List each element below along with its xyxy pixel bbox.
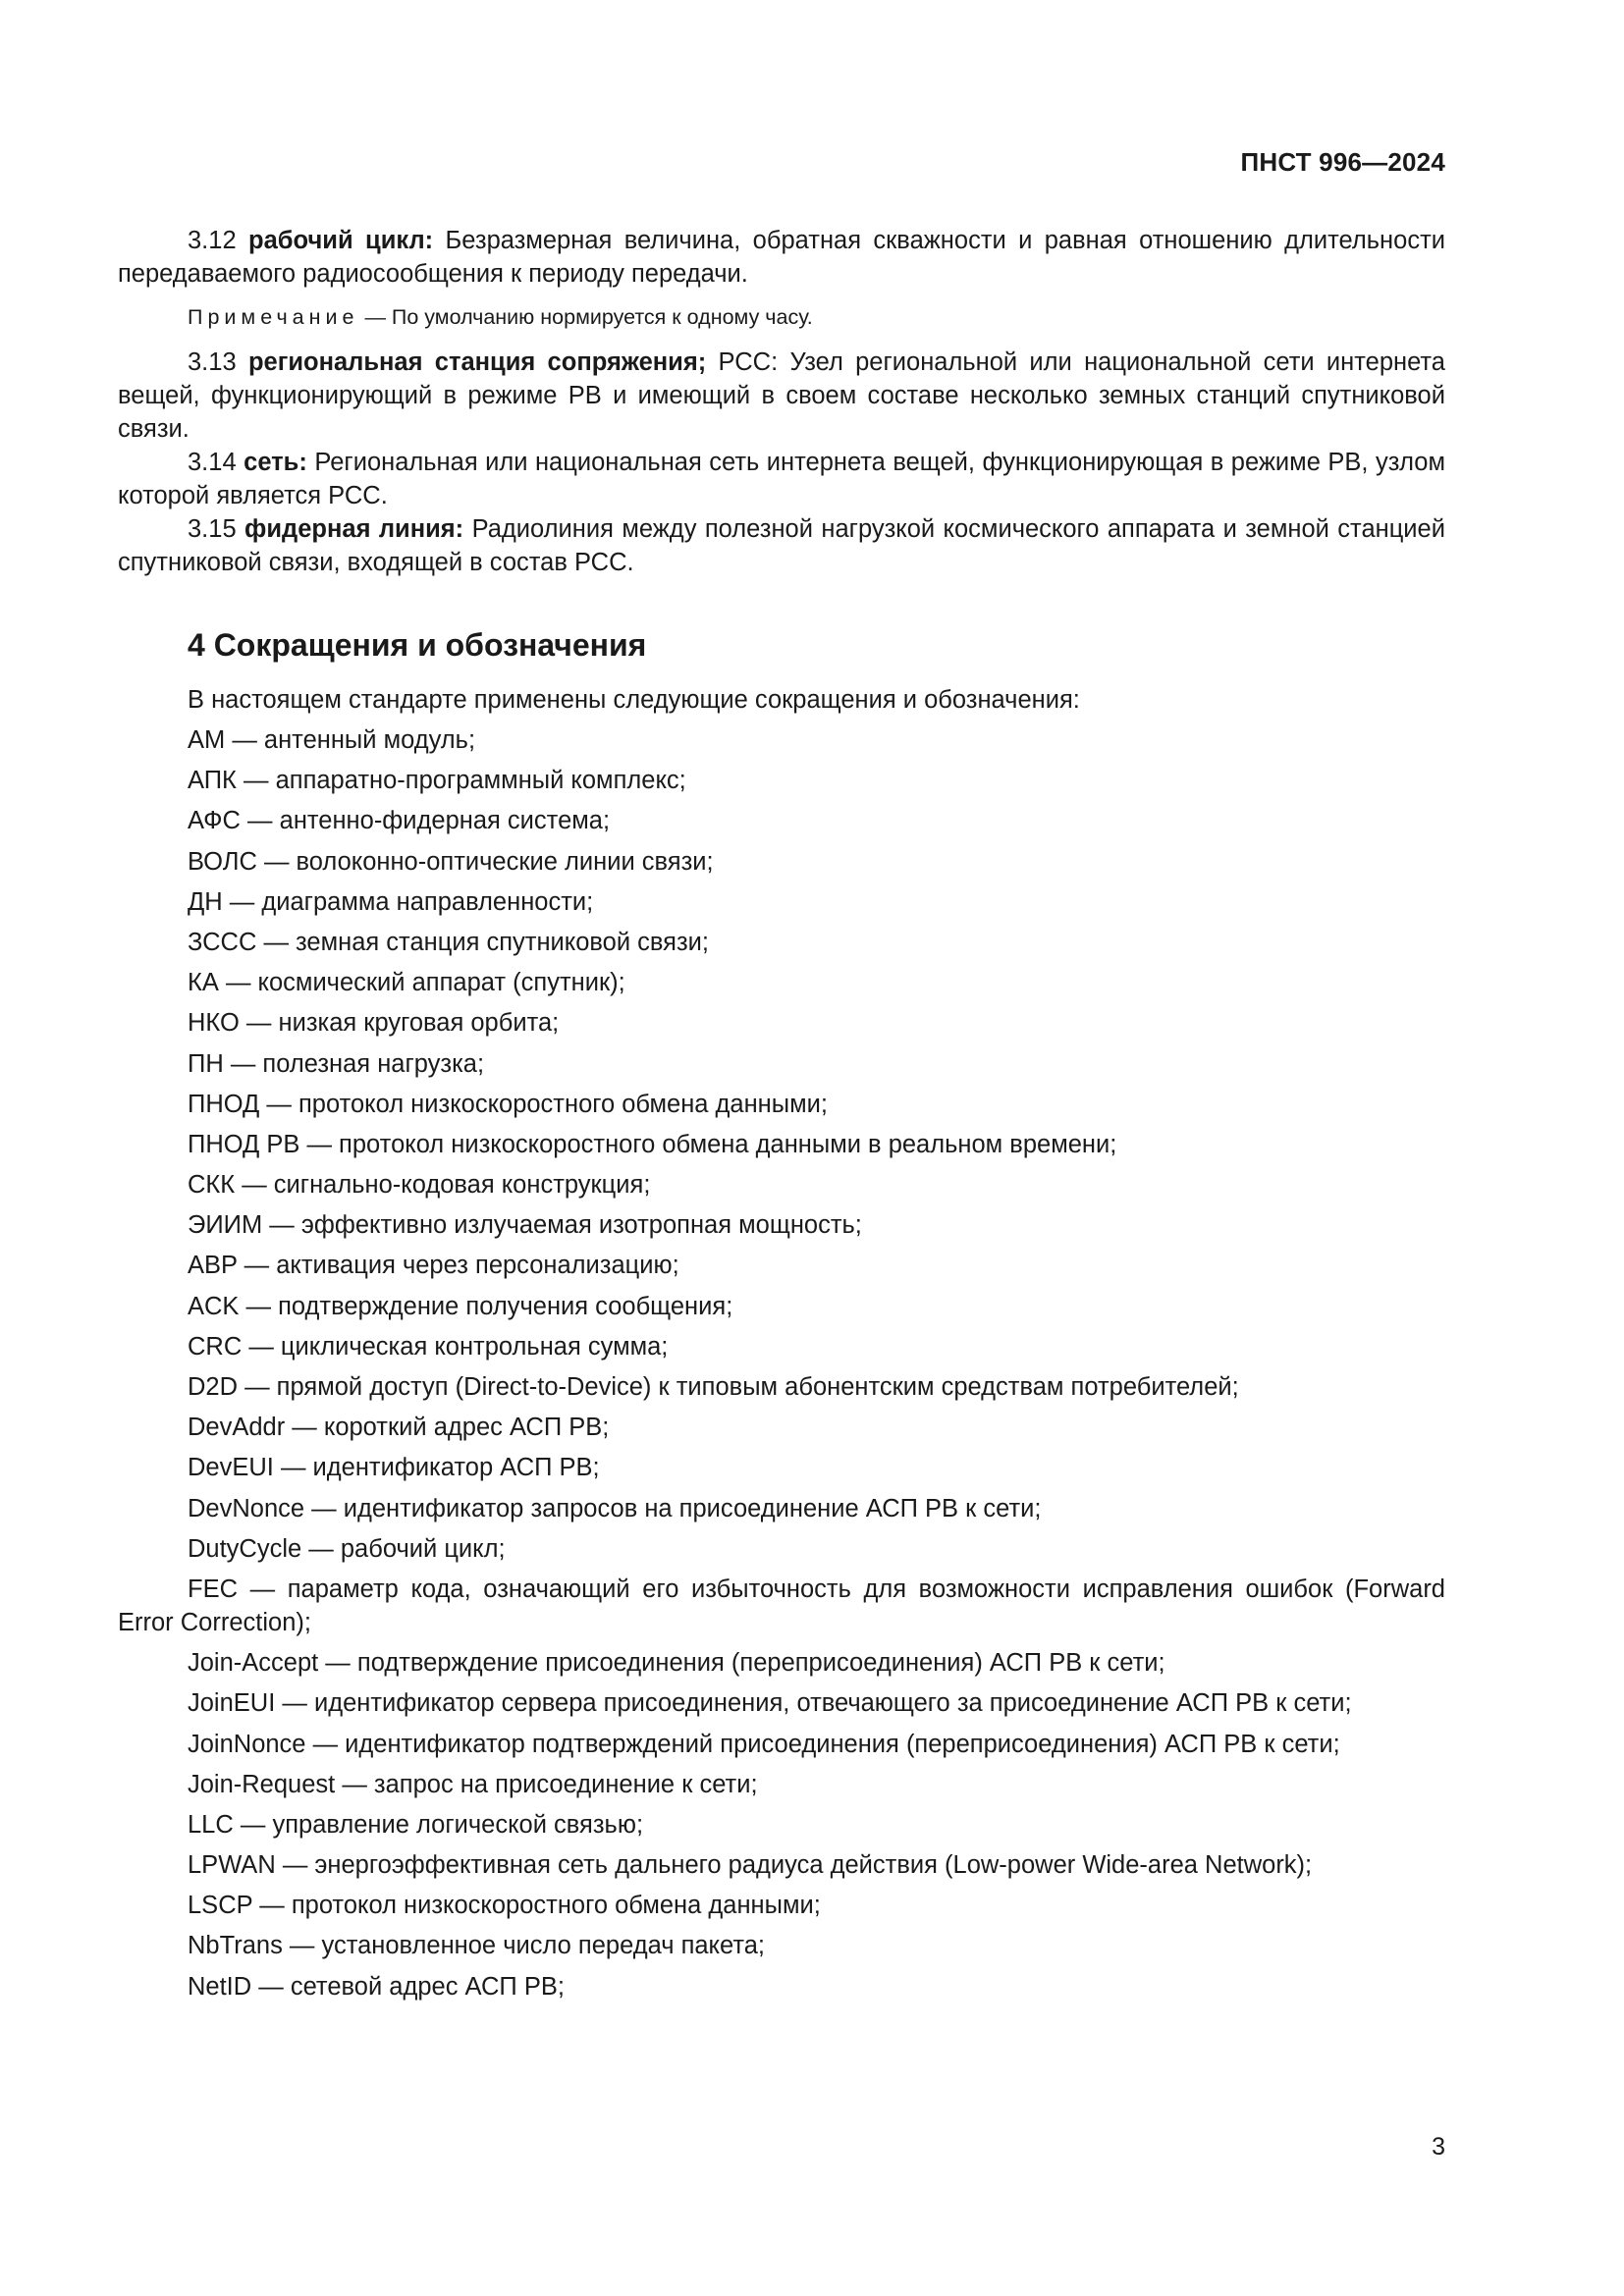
abbreviation-item: DevNonce — идентификатор запросов на присоединение АСП РВ к сети;	[188, 1494, 1042, 1522]
abbreviation-item: СКК — сигнально-кодовая конструкция;	[188, 1171, 651, 1200]
term-number: 3.15	[188, 515, 237, 543]
abbreviation-item: АМ — антенный модуль;	[188, 726, 476, 754]
abbreviation-item: LSCP — протокол низкоскоростного обмена данными;	[188, 1892, 821, 1920]
term-number: 3.14	[188, 449, 237, 476]
abbreviation-item: Join-Accept — подтверждение присоединения (переприсоединения) АСП РВ к сети;	[188, 1649, 1165, 1678]
abbreviation-item: ВОЛС — волоконно-оптические линии связи;	[188, 847, 714, 876]
term-3-12	[118, 224, 1445, 291]
abbreviation-item: NetID — сетевой адрес АСП РВ;	[188, 1972, 565, 2001]
abbreviation-item: ПН — полезная нагрузка;	[188, 1049, 485, 1078]
abbreviation-item: НКО — низкая круговая орбита;	[188, 1009, 560, 1038]
abbreviation-item: DutyCycle — рабочий цикл;	[188, 1534, 506, 1563]
abbreviation-item: DevEUI — идентификатор АСП РВ;	[188, 1454, 600, 1482]
term-3-15	[118, 512, 1445, 579]
abbreviation-item: ACK — подтверждение получения сообщения;	[188, 1292, 733, 1320]
abbreviation-item: CRC — циклическая контрольная сумма;	[188, 1332, 669, 1361]
abbreviation-item: КА — космический аппарат (спутник);	[188, 969, 625, 997]
note-text: — По умолчанию нормируется к одному часу.	[364, 305, 813, 329]
term-3-14	[118, 446, 1445, 512]
abbreviation-item: ДН — диаграмма направленности;	[188, 887, 594, 916]
abbreviation-item: FEC — параметр кода, означающий его избыточность для возможности исправления ошибок (Forward Error Correction);	[118, 1575, 1445, 1636]
abbreviations-intro: В настоящем стандарте применены следующие сокращения и обозначения:	[188, 686, 1080, 714]
abbreviation-item: ЭИИМ — эффективно излучаемая изотропная мощность;	[188, 1211, 862, 1240]
section-title: 4 Сокращения и обозначения	[188, 627, 647, 663]
abbreviation-item: АПК — аппаратно-программный комплекс;	[188, 767, 686, 795]
abbreviations-list	[118, 723, 1445, 2010]
abbreviation-item: ПНОД — протокол низкоскоростного обмена данными;	[188, 1090, 828, 1118]
term-name: рабочий цикл:	[248, 227, 434, 254]
terms-block	[118, 224, 1445, 579]
term-note	[118, 302, 1445, 332]
page-number: 3	[1432, 2133, 1445, 2161]
abbreviation-item: ЗССС — земная станция спутниковой связи;	[188, 928, 710, 956]
document-page	[118, 0, 1445, 2296]
abbreviation-item: LLC — управление логической связью;	[188, 1810, 644, 1839]
abbreviation-item: ПНОД РВ — протокол низкоскоростного обмена данными в реальном времени;	[188, 1130, 1117, 1158]
term-definition: Региональная или национальная сеть интернета вещей, функционирующая в режиме РВ, узлом которой является РСС.	[118, 449, 1446, 509]
abbreviation-item: JoinNonce — идентификатор подтверждений присоединения (переприсоединения) АСП РВ к сети;	[188, 1730, 1340, 1758]
abbreviation-item: D2D — прямой доступ (Direct-to-Device) к типовым абонентским средствам потребителей;	[188, 1373, 1239, 1401]
abbreviation-item: ABP — активация через персонализацию;	[188, 1252, 679, 1280]
abbreviation-item: NbTrans — установленное число передач пакета;	[188, 1932, 765, 1960]
term-number: 3.13	[188, 348, 237, 376]
term-definition: РСС: Узел региональной или национальной сети интернета вещей, функционирующий в режиме РВ и имеющий в своем составе несколько земных станций спутниковой связи.	[118, 348, 1445, 443]
term-name: сеть:	[244, 449, 307, 476]
term-definition: Радиолиния между полезной нагрузкой космического аппарата и земной станцией спутниковой связи, входящей в состав РСС.	[118, 515, 1445, 576]
term-name: фидерная линия:	[244, 515, 464, 543]
abbreviation-item: DevAddr — короткий адрес АСП РВ;	[188, 1414, 610, 1442]
abbreviation-item: JoinEUI — идентификатор сервера присоединения, отвечающего за присоединение АСП РВ к сети;	[188, 1689, 1352, 1718]
term-name: региональная станция сопряжения;	[247, 348, 707, 376]
abbreviation-item: Join-Request — запрос на присоединение к сети;	[188, 1770, 758, 1798]
term-definition: Безразмерная величина, обратная скважности и равная отношению длительности передаваемого радиосообщения к периоду передачи.	[118, 227, 1445, 288]
abbreviation-item: LPWAN — энергоэффективная сеть дальнего радиуса действия (Low-power Wide-area Network);	[188, 1851, 1313, 1880]
term-number: 3.12	[188, 227, 237, 254]
abbreviation-item: АФС — антенно-фидерная система;	[188, 807, 611, 835]
document-code: ПНСТ 996—2024	[1240, 147, 1445, 177]
term-3-13	[118, 346, 1445, 446]
note-label: Примечание	[188, 305, 359, 329]
